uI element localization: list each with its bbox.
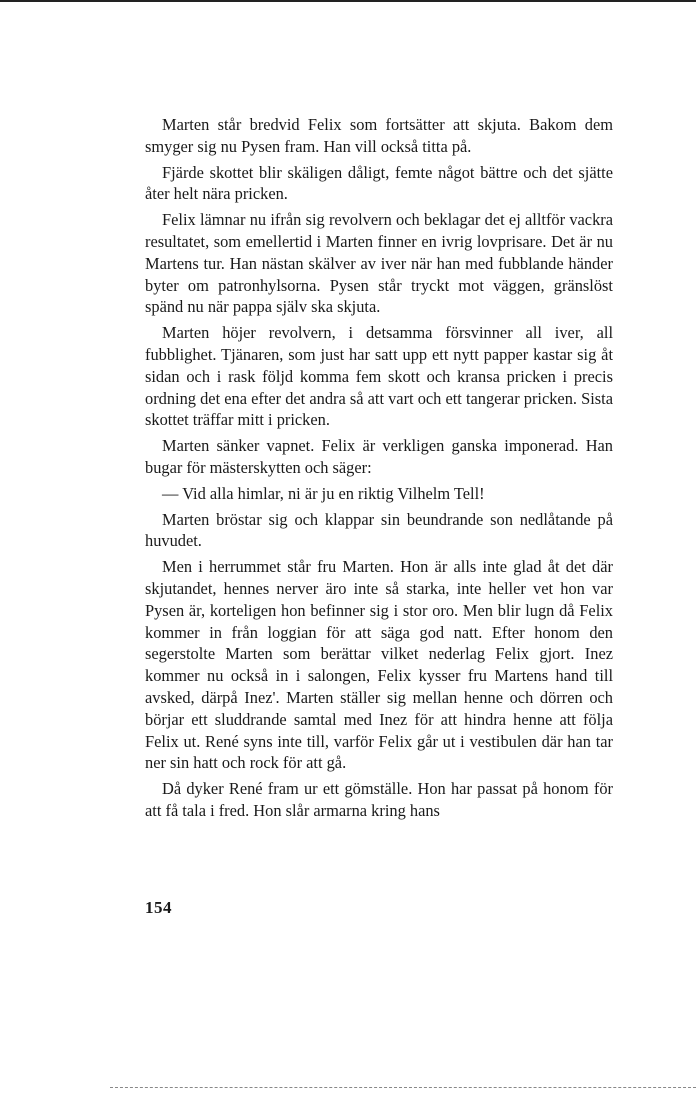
paragraph-1: Marten står bredvid Felix som fortsätter att skjuta. Bakom dem smyger sig nu Pysen fram. Han vill också titta på. [145,115,613,156]
paragraph-7: Marten bröstar sig och klappar sin beundrande son nedlåtande på huvudet. [145,509,613,551]
paragraph-3: Felix lämnar nu ifrån sig revolvern och beklagar det ej alltför vackra resultatet, som emellertid i Marten finner en ivrig lovprisare. Det är nu Martens tur. Han nästan skälver av iver när han med fubblande händer byter om patronhylsorna. Pysen står tryckt mot väggen, gränslöst spänd nu när pappa själv ska skjuta. [145,210,613,317]
paragraph-2: Fjärde skottet blir skäligen dåligt, femte något bättre och det sjätte åter helt nära pricken. [145,162,613,204]
paragraph-9: Då dyker René fram ur ett gömställe. Hon har passat på honom för att få tala i fred. Hon slår armarna kring hans [145,779,613,820]
page-number: 154 [145,898,172,917]
paragraph-6-dialogue: — Vid alla himlar, ni är ju en riktig Vilhelm Tell! [162,483,485,503]
paragraph-4: Marten höjer revolvern, i detsamma försvinner all iver, all fubblighet. Tjänaren, som just har satt upp ett nytt papper kastar sig åt sidan och i rask följd komma fem skott och kransa pricken i precis ordning det ena efter det andra så att vart och ett tangerar pricken. Sista skottet träffar mitt i pricken. [145,323,613,430]
paragraph-5: Marten sänker vapnet. Felix är verkligen ganska imponerad. Han bugar för mästerskytten och säger: [145,436,613,477]
paragraph-8: Men i herrummet står fru Marten. Hon är alls inte glad åt det där skjutandet, hennes nerver äro inte så starka, inte heller vet hon var Pysen är, korteligen hon befinner sig i stor oro. Men blir lugn då Felix kommer in från loggian för att säga god natt. Efter honom den segerstolte Marten som berättar vilket nederlag Felix gjort. Inez kommer nu också in i salongen, Felix kysser fru Martens hand till avsked, därpå Inez'. Marten ställer sig mellan henne och dörren och börjar ett sluddrande samtal med Inez för att hindra henne att följa Felix ut. René syns inte till, varför Felix går ut i vestibulen där han tar ner sin hatt och rock för att gå. [145,557,613,773]
page-body [145,114,613,826]
top-edge-rule [0,0,696,2]
bottom-edge-rule [110,1087,696,1089]
